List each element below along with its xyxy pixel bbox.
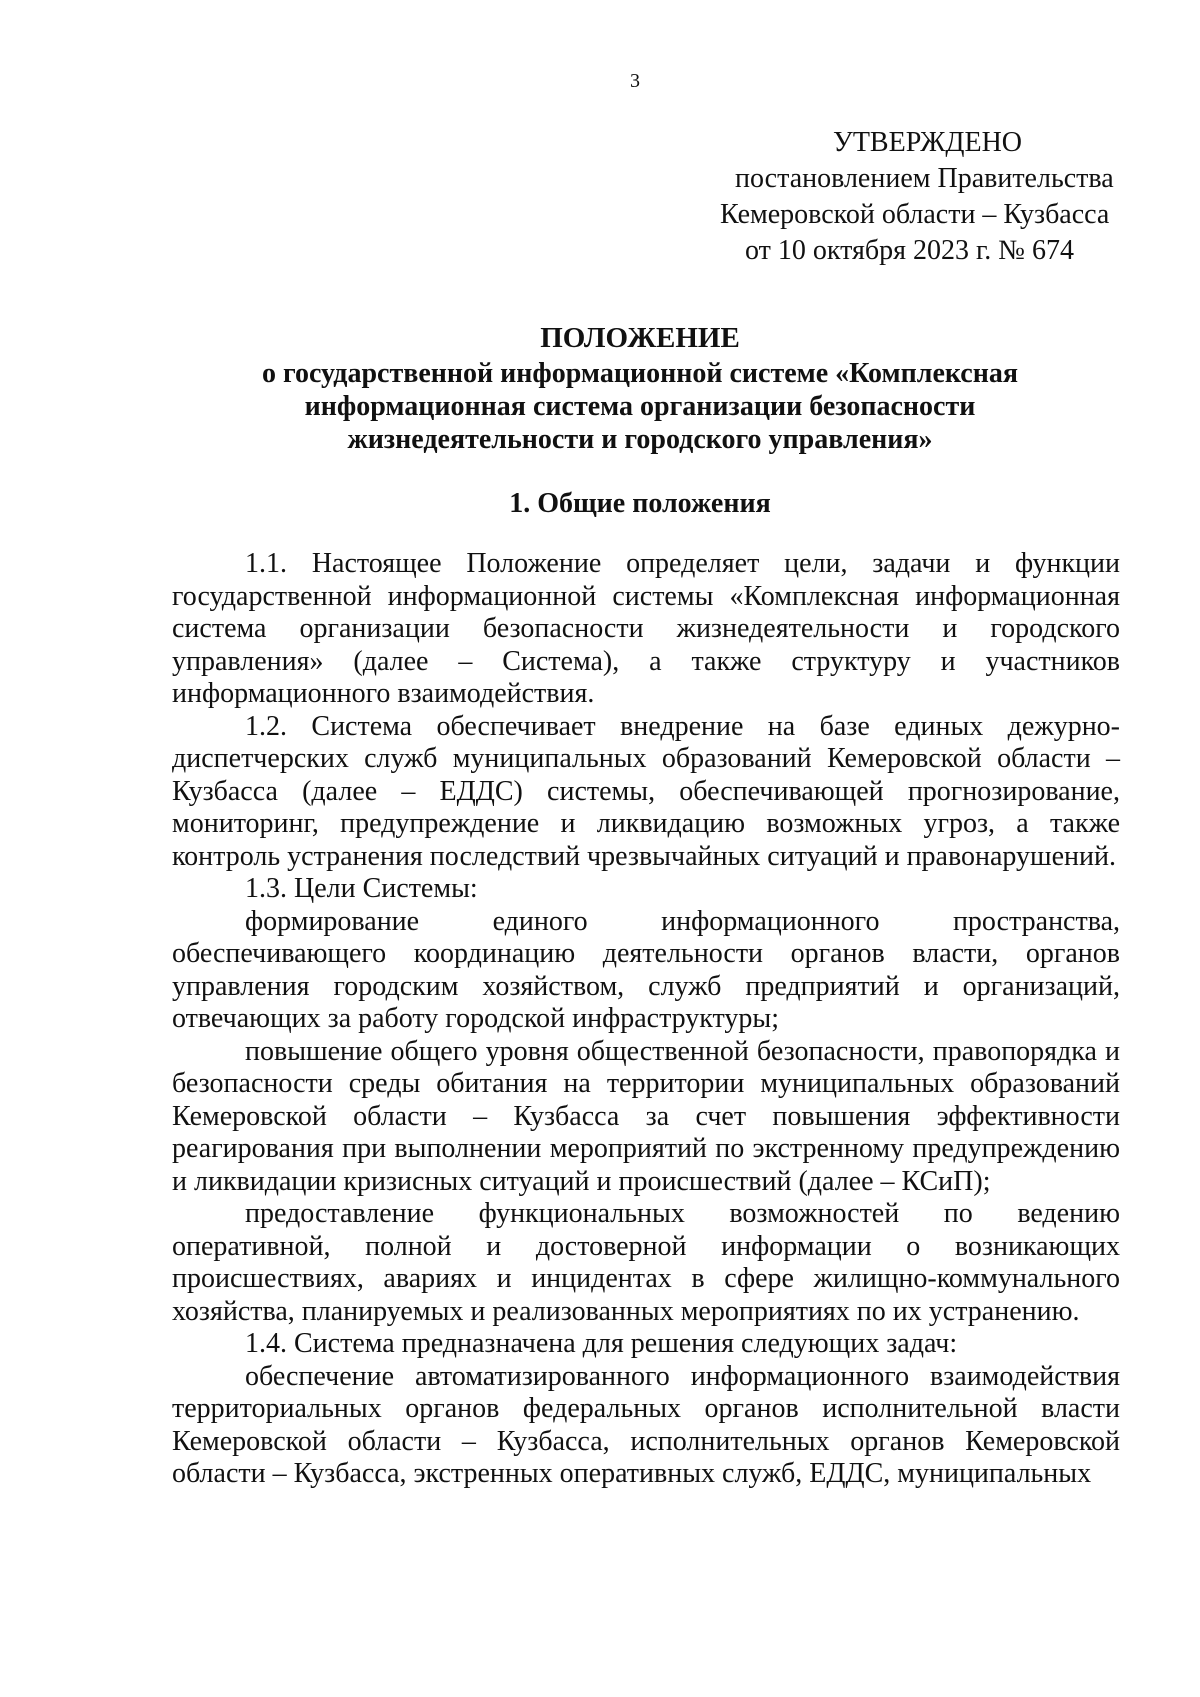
approval-date-number: от 10 октября 2023 г. № 674 — [745, 235, 1075, 266]
paragraph-1-4: 1.4. Система предназначена для решения следующих задач: — [245, 1328, 958, 1359]
approval-stamp — [705, 125, 1125, 269]
section-heading: 1. Общие положения — [509, 488, 771, 519]
approval-issuer: постановлением Правительства — [735, 163, 1114, 194]
task-item-1: обеспечение автоматизированного информационного взаимодействия территориальных органов федеральных органов исполнительной власти Кемеровской области – Кузбасса, исполнительных органов Кемеровской области – Кузбасса, экстренных оперативных служб, ЕДДС, муниципальных — [172, 1360, 1120, 1489]
title-line-2: информационная система организации безопасности — [304, 391, 976, 422]
approval-heading: УТВЕРЖДЕНО — [833, 127, 1023, 158]
paragraph-1-3: 1.3. Цели Системы: — [245, 873, 478, 904]
goal-item-3: предоставление функциональных возможностей по ведению оперативной, полной и достоверной информации о возникающих происшествиях, авариях и инцидентах в сфере жилищно-коммунального хозяйства, планируемых и реализованных мероприятиях по их устранению. — [172, 1198, 1120, 1327]
document-title — [160, 322, 1120, 456]
body-text — [172, 548, 1120, 1491]
title-line-1: о государственной информационной системе «Комплексная — [261, 358, 1019, 389]
title-main: ПОЛОЖЕНИЕ — [540, 322, 740, 354]
goal-item-1: формирование единого информационного пространства, обеспечивающего координацию деятельности органов власти, органов управления городским хозяйством, служб предприятий и организаций, отвечающих за работу городской инфраструктуры; — [172, 905, 1120, 1034]
page-number: 3 — [630, 70, 640, 92]
paragraph-1-1: 1.1. Настоящее Положение определяет цели, задачи и функции государственной информационной системы «Комплексная информационная система организации безопасности жизнедеятельности и городского управления» (далее – Система), а также структуру и участников информационного взаимодействия. — [172, 548, 1120, 709]
approval-region: Кемеровской области – Кузбасса — [720, 199, 1110, 230]
paragraph-1-2: 1.2. Система обеспечивает внедрение на базе единых дежурно-диспетчерских служб муниципальных образований Кемеровской области – Кузбасса (далее – ЕДДС) системы, обеспечивающей прогнозирование, мониторинг, предупреждение и ликвидацию возможных угроз, а также контроль устранения последствий чрезвычайных ситуаций и правонарушений. — [172, 710, 1120, 872]
title-line-3: жизнедеятельности и городского управления» — [347, 424, 933, 455]
goal-item-2: повышение общего уровня общественной безопасности, правопорядка и безопасности среды обитания на территории муниципальных образований Кемеровской области – Кузбасса за счет повышения эффективности реагирования при выполнении мероприятий по экстренному предупреждению и ликвидации кризисных ситуаций и происшествий (далее – КСиП); — [172, 1035, 1120, 1197]
